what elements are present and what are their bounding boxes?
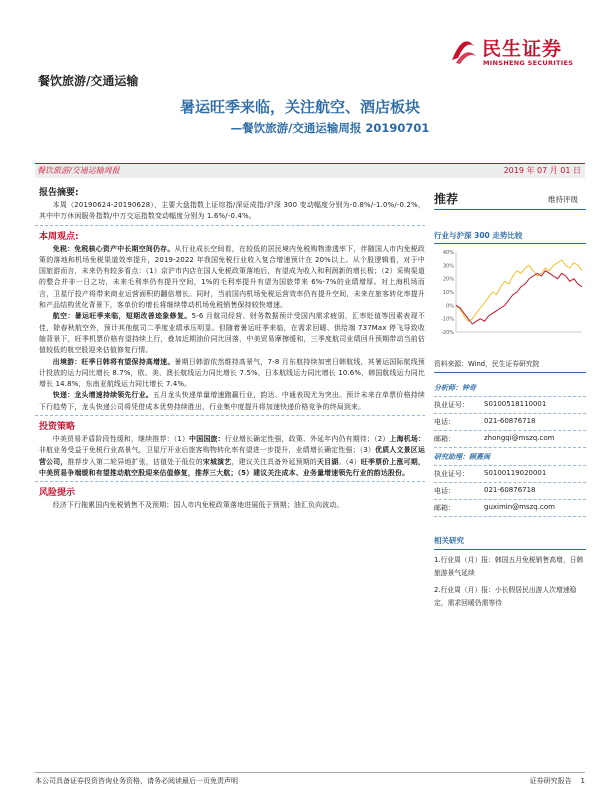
view-airline (39, 311, 425, 356)
assistant-name: 研究助理：顾熹闽 (434, 452, 586, 466)
report-band (35, 163, 585, 178)
strategy-seg: 推荐步入第二轮异地扩张，估值处于低位的 (67, 457, 203, 466)
y-tick-label: -10% (441, 316, 454, 323)
view-duty-free-body: 从行业成长空间看，在较低的居民境内免税购物渗透率下，伴随国人市内免税政策的落地和机场免税渠道效率提升，2019-2022 年我国免税行业收入复合增速预计在 20%以上。从个股逻辑看，对于中国旅游而言，未来仍有较多看点：（1）京沪市内店在国人免税政策落地后，有望成为收入和利润新的增长极；（2）采购渠道的整合并非一日之功，未来毛利率仍有提升空间，1%的毛利率提升有望为国旅带来 6%-7%的业绩增厚。对上海机场而言，卫星厅投产将带来商业运营面积的翻倍增长。同时，当前国内机场免税运营效率仍有提升空间，未来在旅客转化率提升和产品结构优化背景下，客单价的增长将继续带动机场免税销售保持较快增速。 (39, 244, 425, 310)
strategy-pick: 宋城演艺 (202, 457, 232, 466)
band-date: 2019 年 07 月 01 日 (503, 166, 581, 175)
related-item[interactable]: 1.行业周（月）报：韩国五月免税销售高增，日韩旅游景气延续 (434, 556, 584, 577)
strategy-pick: 中国国旅： (189, 435, 225, 444)
view-express (39, 390, 425, 413)
strategy-seg: ，建议关注具备外延预期的 (231, 457, 317, 466)
footer-label: 证券研究报告 (529, 777, 572, 785)
disclaimer-note: 本公司具备证券投资咨询业务资格，请务必阅读最后一页免责声明 (35, 777, 238, 785)
strategy-pick: 优质人文景区运营公司， (39, 446, 425, 466)
field-value: 021-60876718 (484, 486, 536, 494)
chart-axes (456, 252, 582, 332)
chart-title: 行业与沪深 300 走势比较 (434, 230, 586, 244)
assistant-tel-row (434, 483, 586, 500)
band-category: 餐饮旅游/交通运输周报 (37, 166, 120, 175)
logo-text-cn: 民生证券 (482, 38, 563, 60)
y-tick-label: 10% (442, 290, 454, 296)
rating-row (434, 190, 586, 210)
strategy-pick: 旺季票价上涨可期，中美贸易争端缓和有望推动航空股迎来估值修复，推荐三大航；（5）建议关注成本、业务量增速领先行业的韵达股份。 (39, 457, 425, 477)
risk-text: 经济下行拖累国内免税销售不及预期；国人市内免税政策落地进展低于预期；油汇负向波动。 (52, 501, 344, 510)
strategy-seg: 非航业务受益于免税行业高景气，卫星厅开业后旅客购物转化率有望进一步提升，业绩增长确定性强；（3） (39, 446, 376, 455)
assistant-cert-row (434, 466, 586, 483)
strategy-heading: 投资策略 (39, 422, 76, 433)
views-heading: 本周观点: (39, 231, 79, 242)
field-key: 邮箱： (434, 504, 455, 512)
view-express-body: 五月龙头快递单量增速跑赢行业，韵达、中通表现尤为突出。预计未来在单票价格持续下行趋势下，龙头快递公司将凭借成本优势持续胜出，行业集中度提升将加速快递价格竞争的终局到来。 (39, 391, 425, 411)
email-link[interactable]: guximin@mszq.com (484, 503, 555, 511)
field-key: 邮箱： (434, 435, 455, 443)
strategy-seg: 行业增长确定性强，政策、外延年内仍有期待；（2） (224, 435, 390, 444)
strategy-pick: 上海机场： (389, 435, 426, 444)
view-duty-free (39, 244, 425, 312)
divider (35, 415, 425, 416)
trend-chart (434, 246, 586, 346)
strategy-seg: 中美贸易矛盾阶段性缓和，继续推荐：（1） (52, 435, 190, 444)
page-footer (35, 772, 585, 786)
assistant-mail-row (434, 500, 586, 517)
field-value: S0100119020001 (484, 469, 547, 477)
field-key: 执业证号： (434, 470, 469, 478)
analyst-tel-row (434, 414, 586, 431)
risk-heading: 风险提示 (39, 488, 76, 499)
analyst-block (434, 383, 586, 517)
recommend-label: 推荐 (434, 192, 459, 206)
main-content (35, 180, 425, 512)
field-value: S0100518110001 (484, 400, 547, 408)
view-outbound-body: 暑期日韩游依然维持高景气，7-8 月东航持续加密日韩航线，其暑运国际航线预计投放的运力同比增长 8.7%，欧、美、澳长航线运力同比增长 7.5%，日本航线运力同比增长 10.6%，韩国航线运力同比增长 14.8%，东南亚航线运力同比增长 7.4%。 (39, 357, 425, 389)
report-title: 暑运旺季来临，关注航空、酒店板块 (179, 98, 420, 116)
view-outbound-lead: 出境游：旺季日韩将有望保持高增速。 (52, 357, 175, 366)
view-airline-body: 5-6 月航司经营、财务数据预计受国内需求疲弱，汇率贬值等因素表现不佳，除春秋航空外，预计其他航司二季度业绩承压明显。但随着暑运旺季来临，在需求回暖、供给端 737Max 停飞导致收缩背景下，旺季机票价格有望持续上行，叠加近期油价同比回落，中美贸易摩擦缓和，三季度航司业绩回升预期带动当前估值较低的航空股迎来估值修复行情。 (39, 312, 425, 355)
strategy-text (39, 434, 425, 479)
minsheng-logo (448, 34, 588, 74)
divider (35, 481, 425, 482)
y-tick-label: -20% (441, 330, 454, 336)
y-tick-label: 30% (442, 263, 454, 270)
view-express-lead: 快递：龙头增速持续领先行业。 (52, 391, 154, 400)
field-key: 电话： (434, 487, 455, 495)
divider (35, 225, 425, 226)
chart-source: 资料来源：Wind，民生证券研究院 (434, 358, 586, 373)
strategy-seg: 。（4） (338, 457, 361, 466)
email-link[interactable]: zhongqi@mszq.com (484, 434, 555, 442)
sector-label: 餐饮旅游/交通运输 (38, 74, 139, 88)
related-heading: 相关研究 (434, 535, 586, 550)
view-duty-free-lead: 免税：免税核心资产中长期空间仍存。 (52, 244, 175, 253)
strategy-pick: 天目湖 (316, 457, 339, 466)
field-key: 执业证号： (434, 401, 469, 409)
summary-text: 本周（20190624-20190628），主要大盘指数上证综指/深证成指/沪深 300 变动幅度分别为-0.8%/-1.0%/-0.2%，其中中万休闲服务指数/中万交运指数变动幅度分别为 1.6%/-0.4%。 (39, 201, 425, 221)
y-tick-label: 0% (446, 303, 454, 310)
analyst-name: 分析师：钟奇 (434, 383, 586, 397)
report-subtitle: —餐饮旅游/交通运输周报 20190701 (230, 121, 430, 135)
analyst-mail-row (434, 431, 586, 448)
logo-text-en: MINSHENG SECURITIES (483, 59, 574, 67)
field-key: 电话： (434, 418, 455, 426)
rating-label: 维持评级 (548, 195, 578, 204)
y-tick-label: 40% (442, 250, 454, 256)
analyst-cert-row (434, 397, 586, 414)
footer-right (530, 776, 585, 786)
view-outbound (39, 357, 425, 391)
y-tick-label: 20% (442, 276, 454, 283)
page-number: 1 (580, 777, 585, 785)
related-item[interactable]: 2.行业周（月）报：小长假居民出游人次增速稳定，需求回暖仍需等待 (434, 586, 577, 607)
summary-heading: 报告摘要: (39, 188, 79, 198)
sidebar (434, 190, 586, 610)
series-line (456, 260, 582, 321)
view-airline-lead: 航空：暑运旺季来临，短期改善迹象修复。 (52, 312, 192, 321)
field-value: 021-60876718 (484, 417, 536, 425)
logo-mark-icon (448, 36, 478, 66)
